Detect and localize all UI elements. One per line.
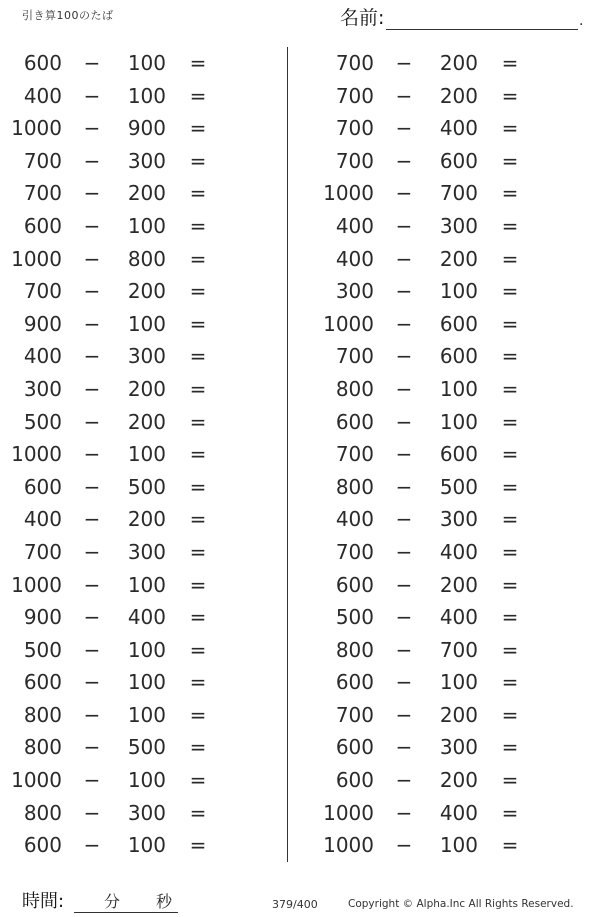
equals-sign: = [501,246,519,271]
minuend: 600 [23,474,62,499]
minus-sign: − [83,116,101,141]
minuend: 600 [23,670,62,695]
subtrahend: 100 [439,279,478,304]
minus-sign: − [395,311,413,336]
equals-sign: = [189,279,207,304]
minus-sign: − [395,213,413,238]
minuend: 700 [335,116,374,141]
minus-sign: − [83,181,101,206]
minus-sign: − [83,507,101,532]
minuend: 800 [23,735,62,760]
minus-sign: − [395,442,413,467]
subtrahend: 100 [127,213,166,238]
problem-row [312,438,582,471]
problem-row [0,80,270,113]
equals-sign: = [501,409,519,434]
equals-sign: = [501,572,519,597]
minuend: 400 [335,213,374,238]
equals-sign: = [501,768,519,793]
minus-sign: − [395,572,413,597]
problem-row [312,503,582,536]
subtrahend: 400 [439,605,478,630]
minuend: 700 [335,702,374,727]
minus-sign: − [83,605,101,630]
minuend: 1000 [11,116,62,141]
equals-sign: = [501,702,519,727]
problem-row [312,47,582,80]
subtrahend: 600 [439,344,478,369]
minus-sign: − [83,376,101,401]
minus-sign: − [83,800,101,825]
subtrahend: 200 [439,83,478,108]
equals-sign: = [189,768,207,793]
minus-sign: − [395,637,413,662]
subtrahend: 600 [439,311,478,336]
equals-sign: = [501,800,519,825]
minute-label: 分 [104,892,121,911]
problems-left-column [0,47,270,862]
equals-sign: = [501,442,519,467]
minuend: 700 [23,148,62,173]
minus-sign: − [83,51,101,75]
minus-sign: − [83,670,101,695]
problem-row [0,666,270,699]
subtrahend: 400 [439,539,478,564]
subtrahend: 300 [127,148,166,173]
subtrahend: 800 [127,246,166,271]
problem-row [0,764,270,797]
problem-row [312,210,582,243]
problem-row [0,243,270,276]
problem-row [0,569,270,602]
minus-sign: − [395,735,413,760]
problem-row [312,699,582,732]
minuend: 500 [23,637,62,662]
problem-row [0,308,270,341]
minuend: 800 [23,800,62,825]
equals-sign: = [501,735,519,760]
copyright-notice: Copyright © Alpha.Inc All Rights Reserved. [348,898,574,910]
minuend: 500 [335,605,374,630]
equals-sign: = [501,83,519,108]
problem-row [312,569,582,602]
problem-row [312,634,582,667]
minus-sign: − [395,83,413,108]
minuend: 600 [23,213,62,238]
equals-sign: = [189,539,207,564]
subtrahend: 500 [439,474,478,499]
problem-row [0,340,270,373]
minuend: 300 [335,279,374,304]
problem-row [0,177,270,210]
subtrahend: 200 [439,246,478,271]
equals-sign: = [501,116,519,141]
problem-row [312,731,582,764]
equals-sign: = [189,51,207,75]
time-label: 時間: [22,891,65,912]
minuend: 700 [23,181,62,206]
minus-sign: − [395,279,413,304]
minuend: 400 [335,507,374,532]
equals-sign: = [189,409,207,434]
minuend: 900 [23,605,62,630]
subtrahend: 100 [439,376,478,401]
problem-row [312,340,582,373]
subtrahend: 100 [127,83,166,108]
minus-sign: − [83,246,101,271]
equals-sign: = [501,279,519,304]
equals-sign: = [189,442,207,467]
problem-row [0,601,270,634]
problem-row [312,145,582,178]
equals-sign: = [189,83,207,108]
minus-sign: − [395,116,413,141]
minus-sign: − [83,768,101,793]
equals-sign: = [501,376,519,401]
minus-sign: − [83,637,101,662]
subtrahend: 300 [439,735,478,760]
minus-sign: − [83,735,101,760]
subtrahend: 200 [439,572,478,597]
minuend: 1000 [323,311,374,336]
subtrahend: 100 [127,833,166,858]
minus-sign: − [395,800,413,825]
problem-row [312,373,582,406]
subtrahend: 400 [439,116,478,141]
subtrahend: 400 [127,605,166,630]
equals-sign: = [189,572,207,597]
subtrahend: 100 [127,637,166,662]
subtrahend: 200 [127,376,166,401]
subtrahend: 200 [127,181,166,206]
minus-sign: − [83,702,101,727]
equals-sign: = [189,148,207,173]
equals-sign: = [501,605,519,630]
minuend: 700 [335,83,374,108]
subtrahend: 100 [127,702,166,727]
problem-row [0,634,270,667]
problem-row [0,438,270,471]
minus-sign: − [395,344,413,369]
problem-row [0,275,270,308]
equals-sign: = [189,474,207,499]
problem-row [312,829,582,862]
problem-row [312,308,582,341]
problem-row [312,536,582,569]
minus-sign: − [395,376,413,401]
minuend: 1000 [323,800,374,825]
equals-sign: = [189,376,207,401]
minus-sign: − [395,51,413,75]
subtrahend: 100 [127,572,166,597]
minuend: 600 [335,409,374,434]
subtrahend: 100 [439,409,478,434]
minuend: 700 [335,442,374,467]
problems-right-column [312,47,582,862]
minuend: 900 [23,311,62,336]
subtrahend: 100 [127,311,166,336]
equals-sign: = [501,637,519,662]
minus-sign: − [395,507,413,532]
subtrahend: 200 [127,409,166,434]
minuend: 500 [23,409,62,434]
minuend: 1000 [323,181,374,206]
problem-row [312,797,582,830]
problem-row [0,471,270,504]
minuend: 800 [335,637,374,662]
subtrahend: 100 [439,833,478,858]
equals-sign: = [189,246,207,271]
equals-sign: = [501,670,519,695]
minuend: 600 [335,735,374,760]
equals-sign: = [189,670,207,695]
equals-sign: = [501,148,519,173]
minuend: 1000 [11,572,62,597]
minuend: 700 [335,539,374,564]
minus-sign: − [395,702,413,727]
problem-row [312,243,582,276]
minuend: 1000 [11,442,62,467]
page-number: 379/400 [272,898,318,911]
equals-sign: = [189,702,207,727]
minus-sign: − [395,605,413,630]
minuend: 700 [335,148,374,173]
minuend: 800 [23,702,62,727]
minus-sign: − [395,409,413,434]
problem-row [312,80,582,113]
problem-row [0,536,270,569]
equals-sign: = [501,474,519,499]
minuend: 600 [23,51,62,75]
subtrahend: 700 [439,181,478,206]
equals-sign: = [189,181,207,206]
minus-sign: − [395,246,413,271]
minus-sign: − [83,279,101,304]
subtrahend: 200 [439,702,478,727]
minuend: 300 [23,376,62,401]
minuend: 800 [335,376,374,401]
worksheet-title: 引き算100のたば [22,9,114,22]
equals-sign: = [189,637,207,662]
equals-sign: = [501,51,519,75]
problem-row [0,699,270,732]
minuend: 1000 [11,768,62,793]
equals-sign: = [501,344,519,369]
subtrahend: 100 [127,442,166,467]
minuend: 800 [335,474,374,499]
minuend: 400 [23,507,62,532]
subtrahend: 100 [439,670,478,695]
problem-row [0,47,270,80]
minuend: 700 [23,539,62,564]
minuend: 700 [335,344,374,369]
subtrahend: 700 [439,637,478,662]
equals-sign: = [189,116,207,141]
minus-sign: − [83,83,101,108]
minuend: 600 [335,670,374,695]
problem-row [312,406,582,439]
problem-row [312,601,582,634]
minus-sign: − [83,311,101,336]
subtrahend: 100 [127,768,166,793]
minus-sign: − [83,409,101,434]
minuend: 600 [335,572,374,597]
equals-sign: = [501,833,519,858]
equals-sign: = [189,213,207,238]
subtrahend: 600 [439,442,478,467]
minus-sign: − [83,572,101,597]
minuend: 400 [23,344,62,369]
minus-sign: − [83,213,101,238]
subtrahend: 200 [127,279,166,304]
problem-row [312,471,582,504]
minuend: 700 [23,279,62,304]
problem-row [312,666,582,699]
subtrahend: 300 [439,507,478,532]
subtrahend: 400 [439,800,478,825]
equals-sign: = [189,311,207,336]
minus-sign: − [83,148,101,173]
equals-sign: = [501,181,519,206]
subtrahend: 200 [127,507,166,532]
problem-row [0,829,270,862]
problem-row [0,797,270,830]
minus-sign: − [83,344,101,369]
name-blank-line [386,29,578,30]
minus-sign: − [83,474,101,499]
time-field [22,890,182,914]
minuend: 1000 [11,246,62,271]
minuend: 400 [335,246,374,271]
subtrahend: 600 [439,148,478,173]
subtrahend: 300 [127,539,166,564]
problem-row [0,373,270,406]
problem-row [0,210,270,243]
problem-row [0,112,270,145]
subtrahend: 100 [127,670,166,695]
name-end-mark: . [579,13,584,29]
problem-row [312,764,582,797]
minuend: 600 [23,833,62,858]
subtrahend: 500 [127,474,166,499]
name-label: 名前: [340,7,385,29]
subtrahend: 100 [127,51,166,75]
minus-sign: − [395,670,413,695]
minus-sign: − [83,539,101,564]
minus-sign: − [395,181,413,206]
minus-sign: − [83,833,101,858]
equals-sign: = [189,800,207,825]
name-field [340,6,585,32]
minus-sign: − [395,833,413,858]
minus-sign: − [395,148,413,173]
equals-sign: = [189,605,207,630]
equals-sign: = [189,507,207,532]
subtrahend: 200 [439,768,478,793]
subtrahend: 300 [127,344,166,369]
subtrahend: 900 [127,116,166,141]
minus-sign: − [395,768,413,793]
problem-row [312,275,582,308]
problem-row [0,145,270,178]
subtrahend: 300 [439,213,478,238]
minus-sign: − [83,442,101,467]
equals-sign: = [189,344,207,369]
subtrahend: 300 [127,800,166,825]
column-divider [287,47,288,862]
subtrahend: 500 [127,735,166,760]
problem-row [0,731,270,764]
subtrahend: 200 [439,51,478,75]
second-label: 秒 [156,892,173,911]
equals-sign: = [501,507,519,532]
problem-row [312,177,582,210]
minuend: 400 [23,83,62,108]
equals-sign: = [501,213,519,238]
minus-sign: − [395,539,413,564]
equals-sign: = [501,539,519,564]
minuend: 700 [335,51,374,75]
minuend: 600 [335,768,374,793]
equals-sign: = [189,833,207,858]
problem-row [312,112,582,145]
minuend: 1000 [323,833,374,858]
minus-sign: − [395,474,413,499]
equals-sign: = [501,311,519,336]
problem-row [0,406,270,439]
equals-sign: = [189,735,207,760]
problem-row [0,503,270,536]
